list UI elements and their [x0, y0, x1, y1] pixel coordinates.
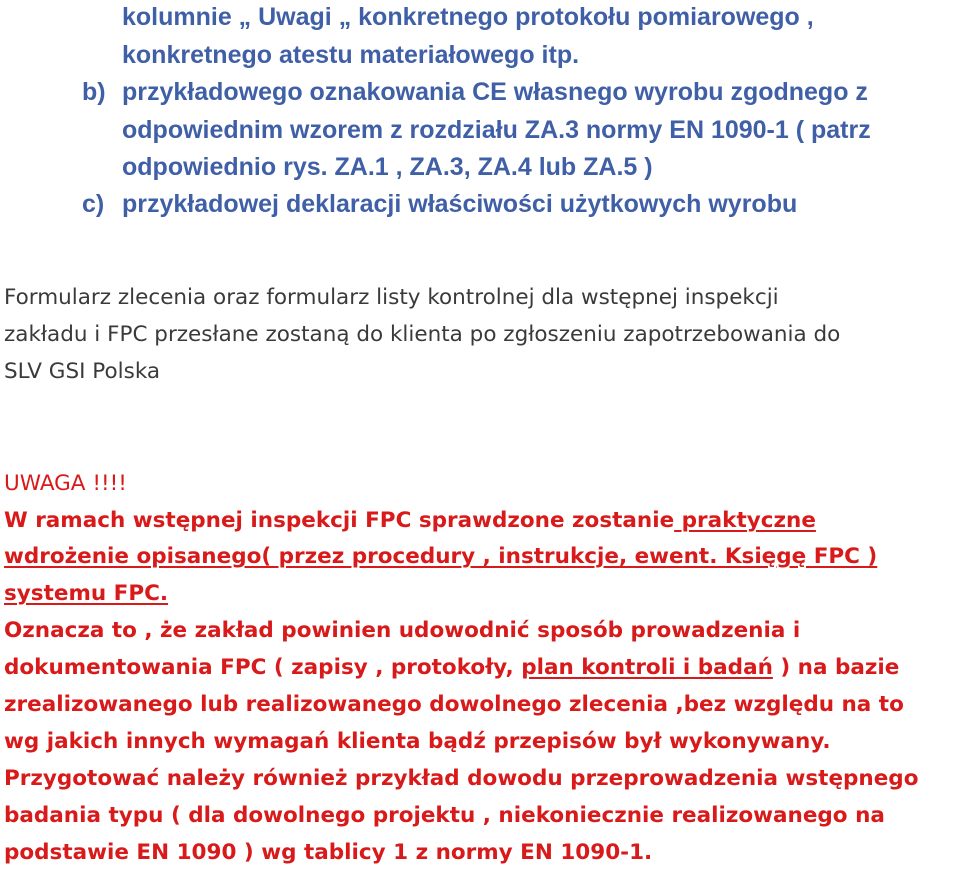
- paragraph-line: zakładu i FPC przesłane zostaną do klienta po zgłoszeniu zapotrzebowania do: [4, 322, 841, 347]
- warning-text: ) na bazie: [772, 655, 900, 680]
- warning-line: Oznacza to , że zakład powinien udowodnić sposób prowadzenia i: [4, 618, 801, 643]
- warning-line: wg jakich innych wymagań klienta bądź przepisów był wykonywany.: [4, 729, 831, 754]
- list-item-label: c): [82, 190, 105, 218]
- warning-line: zrealizowanego lub realizowanego dowolnego zlecenia ,bez względu na to: [4, 692, 904, 717]
- warning-text: dokumentowania FPC ( zapisy , protokoły,: [4, 655, 522, 680]
- paragraph-line: SLV GSI Polska: [4, 359, 161, 384]
- underlined-text: plan kontroli i badań: [521, 655, 773, 680]
- underlined-text: praktyczne: [674, 508, 816, 533]
- warning-line: wdrożenie opisanego( przez procedury , instrukcje, ewent. Księgę FPC ): [4, 544, 878, 569]
- list-item-line: odpowiednim wzorem z rozdziału ZA.3 normy EN 1090-1 ( patrz: [122, 116, 871, 144]
- list-item-line: odpowiednio rys. ZA.1 , ZA.3, ZA.4 lub ZA.5 ): [122, 153, 653, 181]
- warning-line: podstawie EN 1090 ) wg tablicy 1 z normy EN 1090-1.: [4, 840, 653, 865]
- list-item-label: b): [82, 78, 106, 106]
- warning-line: Przygotować należy również przykład dowodu przeprowadzenia wstępnego: [4, 766, 919, 791]
- warning-line: [4, 657, 899, 679]
- list-intro-line: konkretnego atestu materiałowego itp.: [122, 41, 580, 69]
- paragraph-line: Formularz zlecenia oraz formularz listy kontrolnej dla wstępnej inspekcji: [4, 285, 779, 310]
- list-item-line: przykładowej deklaracji właściwości użytkowych wyrobu: [122, 190, 798, 218]
- list-intro-line: kolumnie „ Uwagi „ konkretnego protokołu pomiarowego ,: [122, 3, 814, 31]
- warning-text: W ramach wstępnej inspekcji FPC sprawdzone zostanie: [4, 508, 675, 533]
- warning-line: systemu FPC.: [4, 581, 169, 606]
- warning-line: badania typu ( dla dowolnego projektu , niekoniecznie realizowanego na: [4, 803, 885, 828]
- warning-title: UWAGA !!!!: [4, 471, 127, 496]
- warning-line: [4, 510, 816, 532]
- list-item-line: przykładowego oznakowania CE własnego wyrobu zgodnego z: [122, 78, 868, 106]
